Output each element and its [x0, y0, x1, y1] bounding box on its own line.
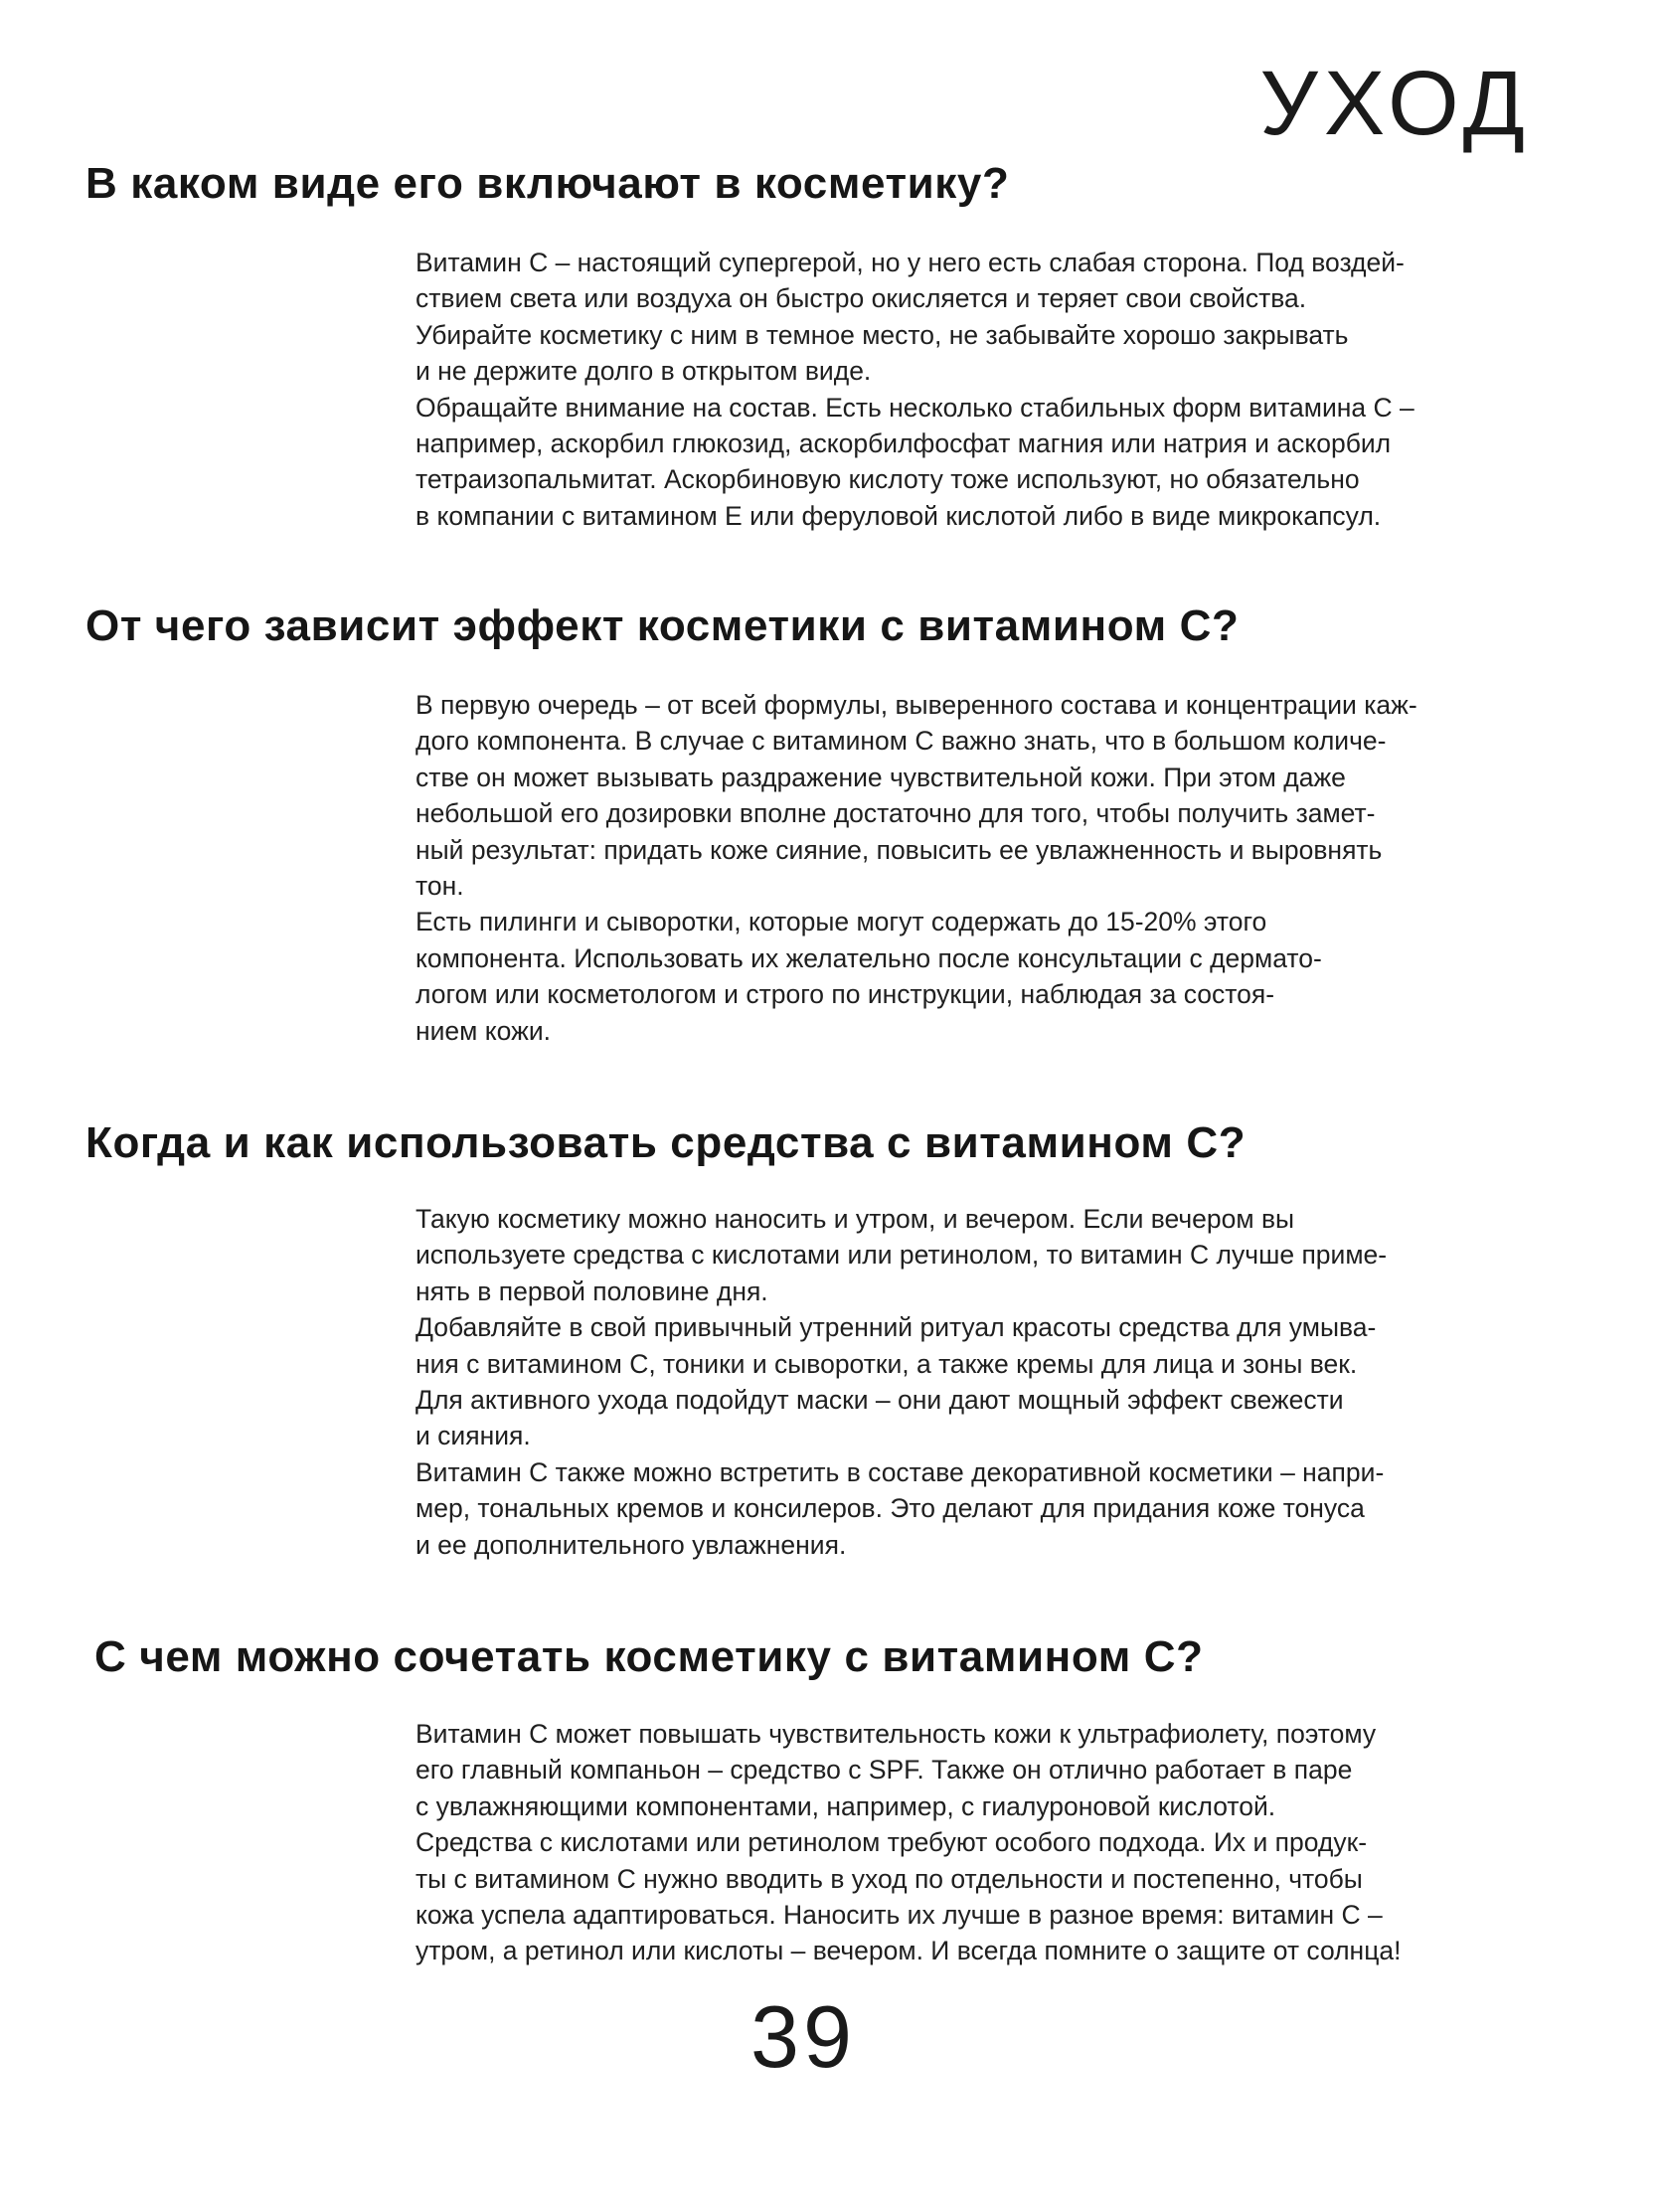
- text-line: Такую косметику можно наносить и утром, и вечером. Если вечером вы: [416, 1204, 1295, 1234]
- text-line: ния с витамином С, тоники и сыворотки, а также кремы для лица и зоны век.: [416, 1348, 1358, 1379]
- text-line: небольшой его дозировки вполне достаточно для того, чтобы получить замет-: [416, 798, 1376, 829]
- text-line: ствием света или воздуха он быстро окисляется и теряет свои свойства.: [416, 283, 1307, 314]
- paragraph-4: [416, 1716, 1401, 1969]
- paragraph-3: [416, 1201, 1387, 1563]
- text-line: Витамин С может повышать чувствительность кожи к ультрафиолету, поэтому: [416, 1719, 1377, 1749]
- heading-1: В каком виде его включают в косметику?: [85, 159, 1010, 208]
- heading-4: С чем можно сочетать косметику с витамином С?: [94, 1632, 1204, 1681]
- text-line: кожа успела адаптироваться. Наносить их лучше в разное время: витамин С –: [416, 1900, 1383, 1931]
- text-line: тетраизопальмитат. Аскорбиновую кислоту тоже используют, но обязательно: [416, 464, 1360, 495]
- text-line: и ее дополнительного увлажнения.: [416, 1529, 847, 1560]
- heading-2: От чего зависит эффект косметики с витамином С?: [85, 601, 1240, 650]
- text-line: в компании с витамином Е или феруловой кислотой либо в виде микрокапсул.: [416, 500, 1382, 531]
- text-line: В первую очередь – от всей формулы, выверенного состава и концентрации каж-: [416, 690, 1417, 720]
- heading-3: Когда и как использовать средства с витамином С?: [85, 1118, 1247, 1167]
- text-line: с увлажняющими компонентами, например, с гиалуроновой кислотой.: [416, 1790, 1276, 1821]
- text-line: нять в первой половине дня.: [416, 1276, 768, 1306]
- text-line: Добавляйте в свой привычный утренний ритуал красоты средства для умыва-: [416, 1312, 1377, 1343]
- text-line: Для активного ухода подойдут маски – они дают мощный эффект свежести: [416, 1385, 1344, 1416]
- text-line: Витамин С также можно встретить в составе декоративной косметики – напри-: [416, 1456, 1385, 1487]
- text-line: компонента. Использовать их желательно после консультации с дермато-: [416, 942, 1322, 973]
- paragraph-1: [416, 245, 1414, 534]
- paragraph-2: [416, 687, 1417, 1049]
- text-line: Средства с кислотами или ретинолом требуют особого подхода. Их и продук-: [416, 1827, 1368, 1858]
- text-line: нием кожи.: [416, 1015, 551, 1046]
- text-line: например, аскорбил глюкозид, аскорбилфосфат магния или натрия и аскорбил: [416, 428, 1392, 459]
- text-line: утром, а ретинол или кислоты – вечером. И всегда помните о защите от солнца!: [416, 1936, 1402, 1966]
- text-line: ты с витамином С нужно вводить в уход по отдельности и постепенно, чтобы: [416, 1863, 1363, 1894]
- text-line: используете средства с кислотами или ретинолом, то витамин С лучше приме-: [416, 1240, 1388, 1271]
- text-line: мер, тональных кремов и консилеров. Это делают для придания коже тонуса: [416, 1493, 1365, 1524]
- text-line: и не держите долго в открытом виде.: [416, 356, 872, 387]
- text-line: логом или косметологом и строго по инструкции, наблюдая за состоя-: [416, 979, 1275, 1010]
- text-line: дого компонента. В случае с витамином С важно знать, что в большом количе-: [416, 726, 1387, 757]
- page-number: 39: [750, 1987, 856, 2086]
- text-line: тон.: [416, 871, 464, 902]
- text-line: Обращайте внимание на состав. Есть несколько стабильных форм витамина С –: [416, 392, 1414, 423]
- text-line: и сияния.: [416, 1421, 531, 1451]
- section-title: УХОД: [1259, 53, 1531, 154]
- text-line: стве он может вызывать раздражение чувствительной кожи. При этом даже: [416, 762, 1346, 792]
- text-line: ный результат: придать коже сияние, повысить ее увлажненность и выровнять: [416, 834, 1383, 865]
- text-line: Витамин С – настоящий супергерой, но у него есть слабая сторона. Под воздей-: [416, 248, 1405, 277]
- text-line: Убирайте косметику с ним в темное место, не забывайте хорошо закрывать: [416, 319, 1349, 350]
- text-line: Есть пилинги и сыворотки, которые могут содержать до 15-20% этого: [416, 907, 1267, 937]
- text-line: его главный компаньон – средство с SPF. Также он отлично работает в паре: [416, 1755, 1353, 1786]
